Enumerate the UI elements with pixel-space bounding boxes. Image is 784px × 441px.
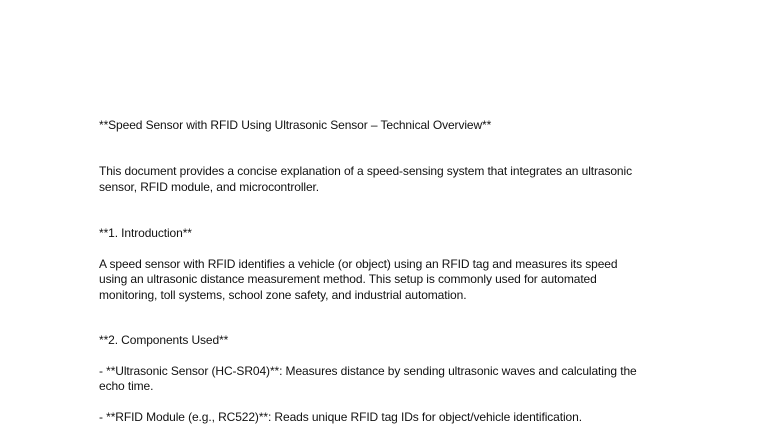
document-title: **Speed Sensor with RFID Using Ultrasonic Sensor – Technical Overview**	[99, 118, 492, 132]
introduction-line-3: monitoring, toll systems, school zone safety, and industrial automation.	[99, 288, 467, 302]
intro-line-1: This document provides a concise explanation of a speed-sensing system that integrates an ultrasonic	[99, 164, 632, 178]
component-item-ultrasonic-line-2: echo time.	[99, 379, 154, 393]
introduction-line-1: A speed sensor with RFID identifies a vehicle (or object) using an RFID tag and measures its speed	[99, 257, 618, 271]
intro-line-2: sensor, RFID module, and microcontroller.	[99, 180, 319, 194]
component-item-ultrasonic-line-1: - **Ultrasonic Sensor (HC-SR04)**: Measures distance by sending ultrasonic waves and calculating the	[99, 364, 637, 378]
section-heading-components: **2. Components Used**	[99, 333, 229, 347]
introduction-line-2: using an ultrasonic distance measurement method. This setup is commonly used for automated	[99, 272, 597, 286]
section-heading-introduction: **1. Introduction**	[99, 226, 192, 240]
component-item-rfid-line-1: - **RFID Module (e.g., RC522)**: Reads unique RFID tag IDs for object/vehicle identification.	[99, 410, 582, 424]
